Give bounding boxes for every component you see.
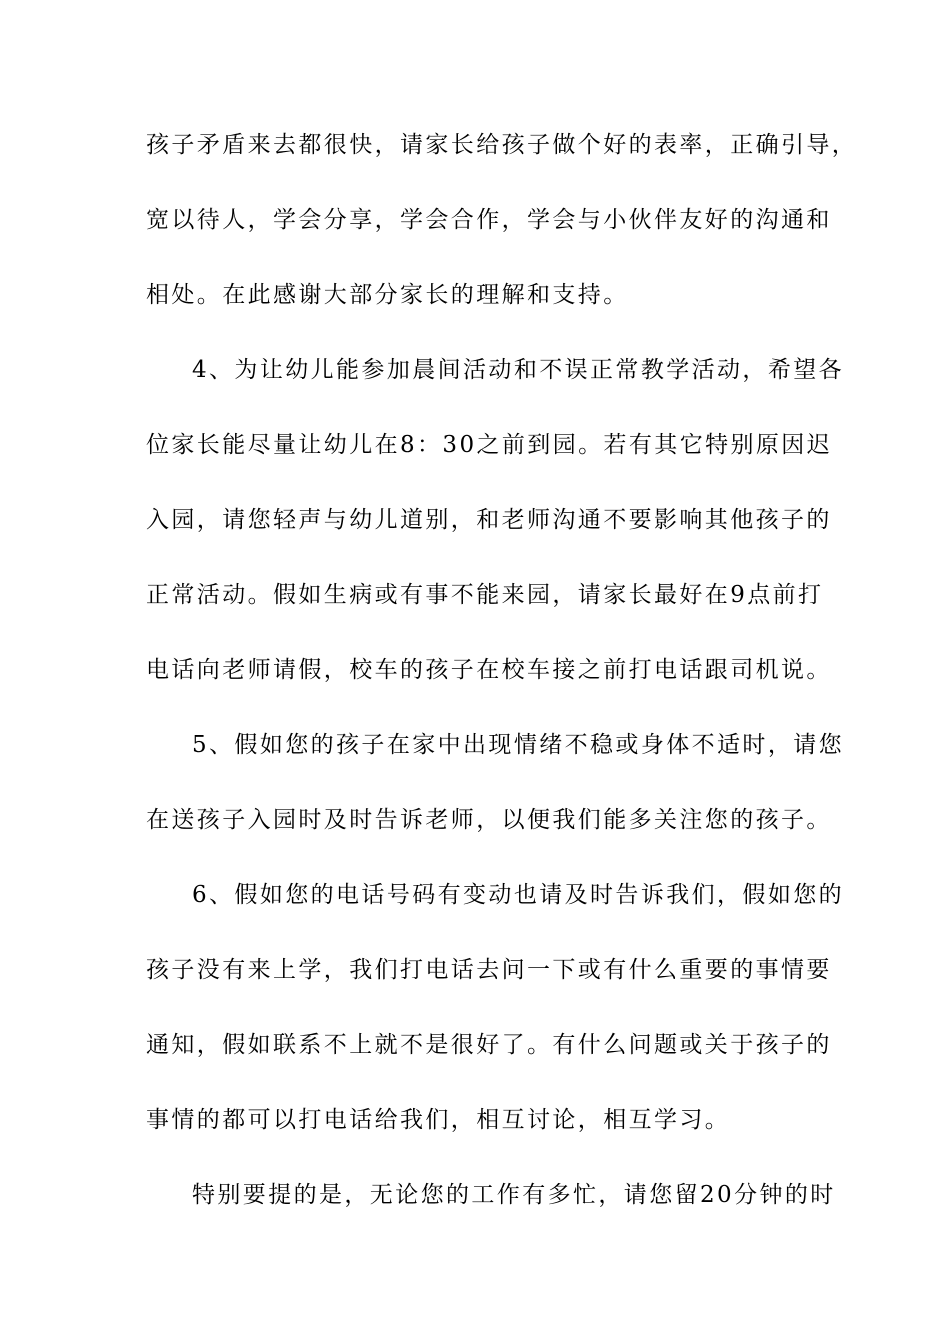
text-line: 孩子矛盾来去都很快，请家长给孩子做个好的表率，正确引导， — [146, 132, 858, 158]
text-line: 电话向老师请假，校车的孩子在校车接之前打电话跟司机说。 — [146, 657, 832, 683]
text-line: 宽以待人，学会分享，学会合作，学会与小伙伴友好的沟通和 — [146, 207, 832, 233]
text-line: 在送孩子入园时及时告诉老师，以便我们能多关注您的孩子。 — [146, 807, 832, 833]
paragraph-note-start: 特别要提的是，无论您的工作有多忙，请您留20分钟的时 — [192, 1182, 836, 1208]
text-line: 通知，假如联系不上就不是很好了。有什么问题或关于孩子的 — [146, 1032, 832, 1058]
text-line: 相处。在此感谢大部分家长的理解和支持。 — [146, 282, 629, 308]
text-line: 位家长能尽量让幼儿在8：30之前到园。若有其它特别原因迟 — [146, 432, 833, 458]
text-line: 正常活动。假如生病或有事不能来园，请家长最好在9点前打 — [146, 582, 824, 608]
text-line: 入园，请您轻声与幼儿道别，和老师沟通不要影响其他孩子的 — [146, 507, 832, 533]
paragraph-4-start: 4、为让幼儿能参加晨间活动和不误正常教学活动，希望各 — [192, 357, 845, 383]
text-line: 孩子没有来上学，我们打电话去问一下或有什么重要的事情要 — [146, 957, 832, 983]
paragraph-6-start: 6、假如您的电话号码有变动也请及时告诉我们，假如您的 — [192, 882, 845, 908]
body-text — [146, 126, 858, 1251]
paragraph-5-start: 5、假如您的孩子在家中出现情绪不稳或身体不适时，请您 — [192, 732, 845, 758]
text-line: 事情的都可以打电话给我们，相互讨论，相互学习。 — [146, 1107, 731, 1133]
